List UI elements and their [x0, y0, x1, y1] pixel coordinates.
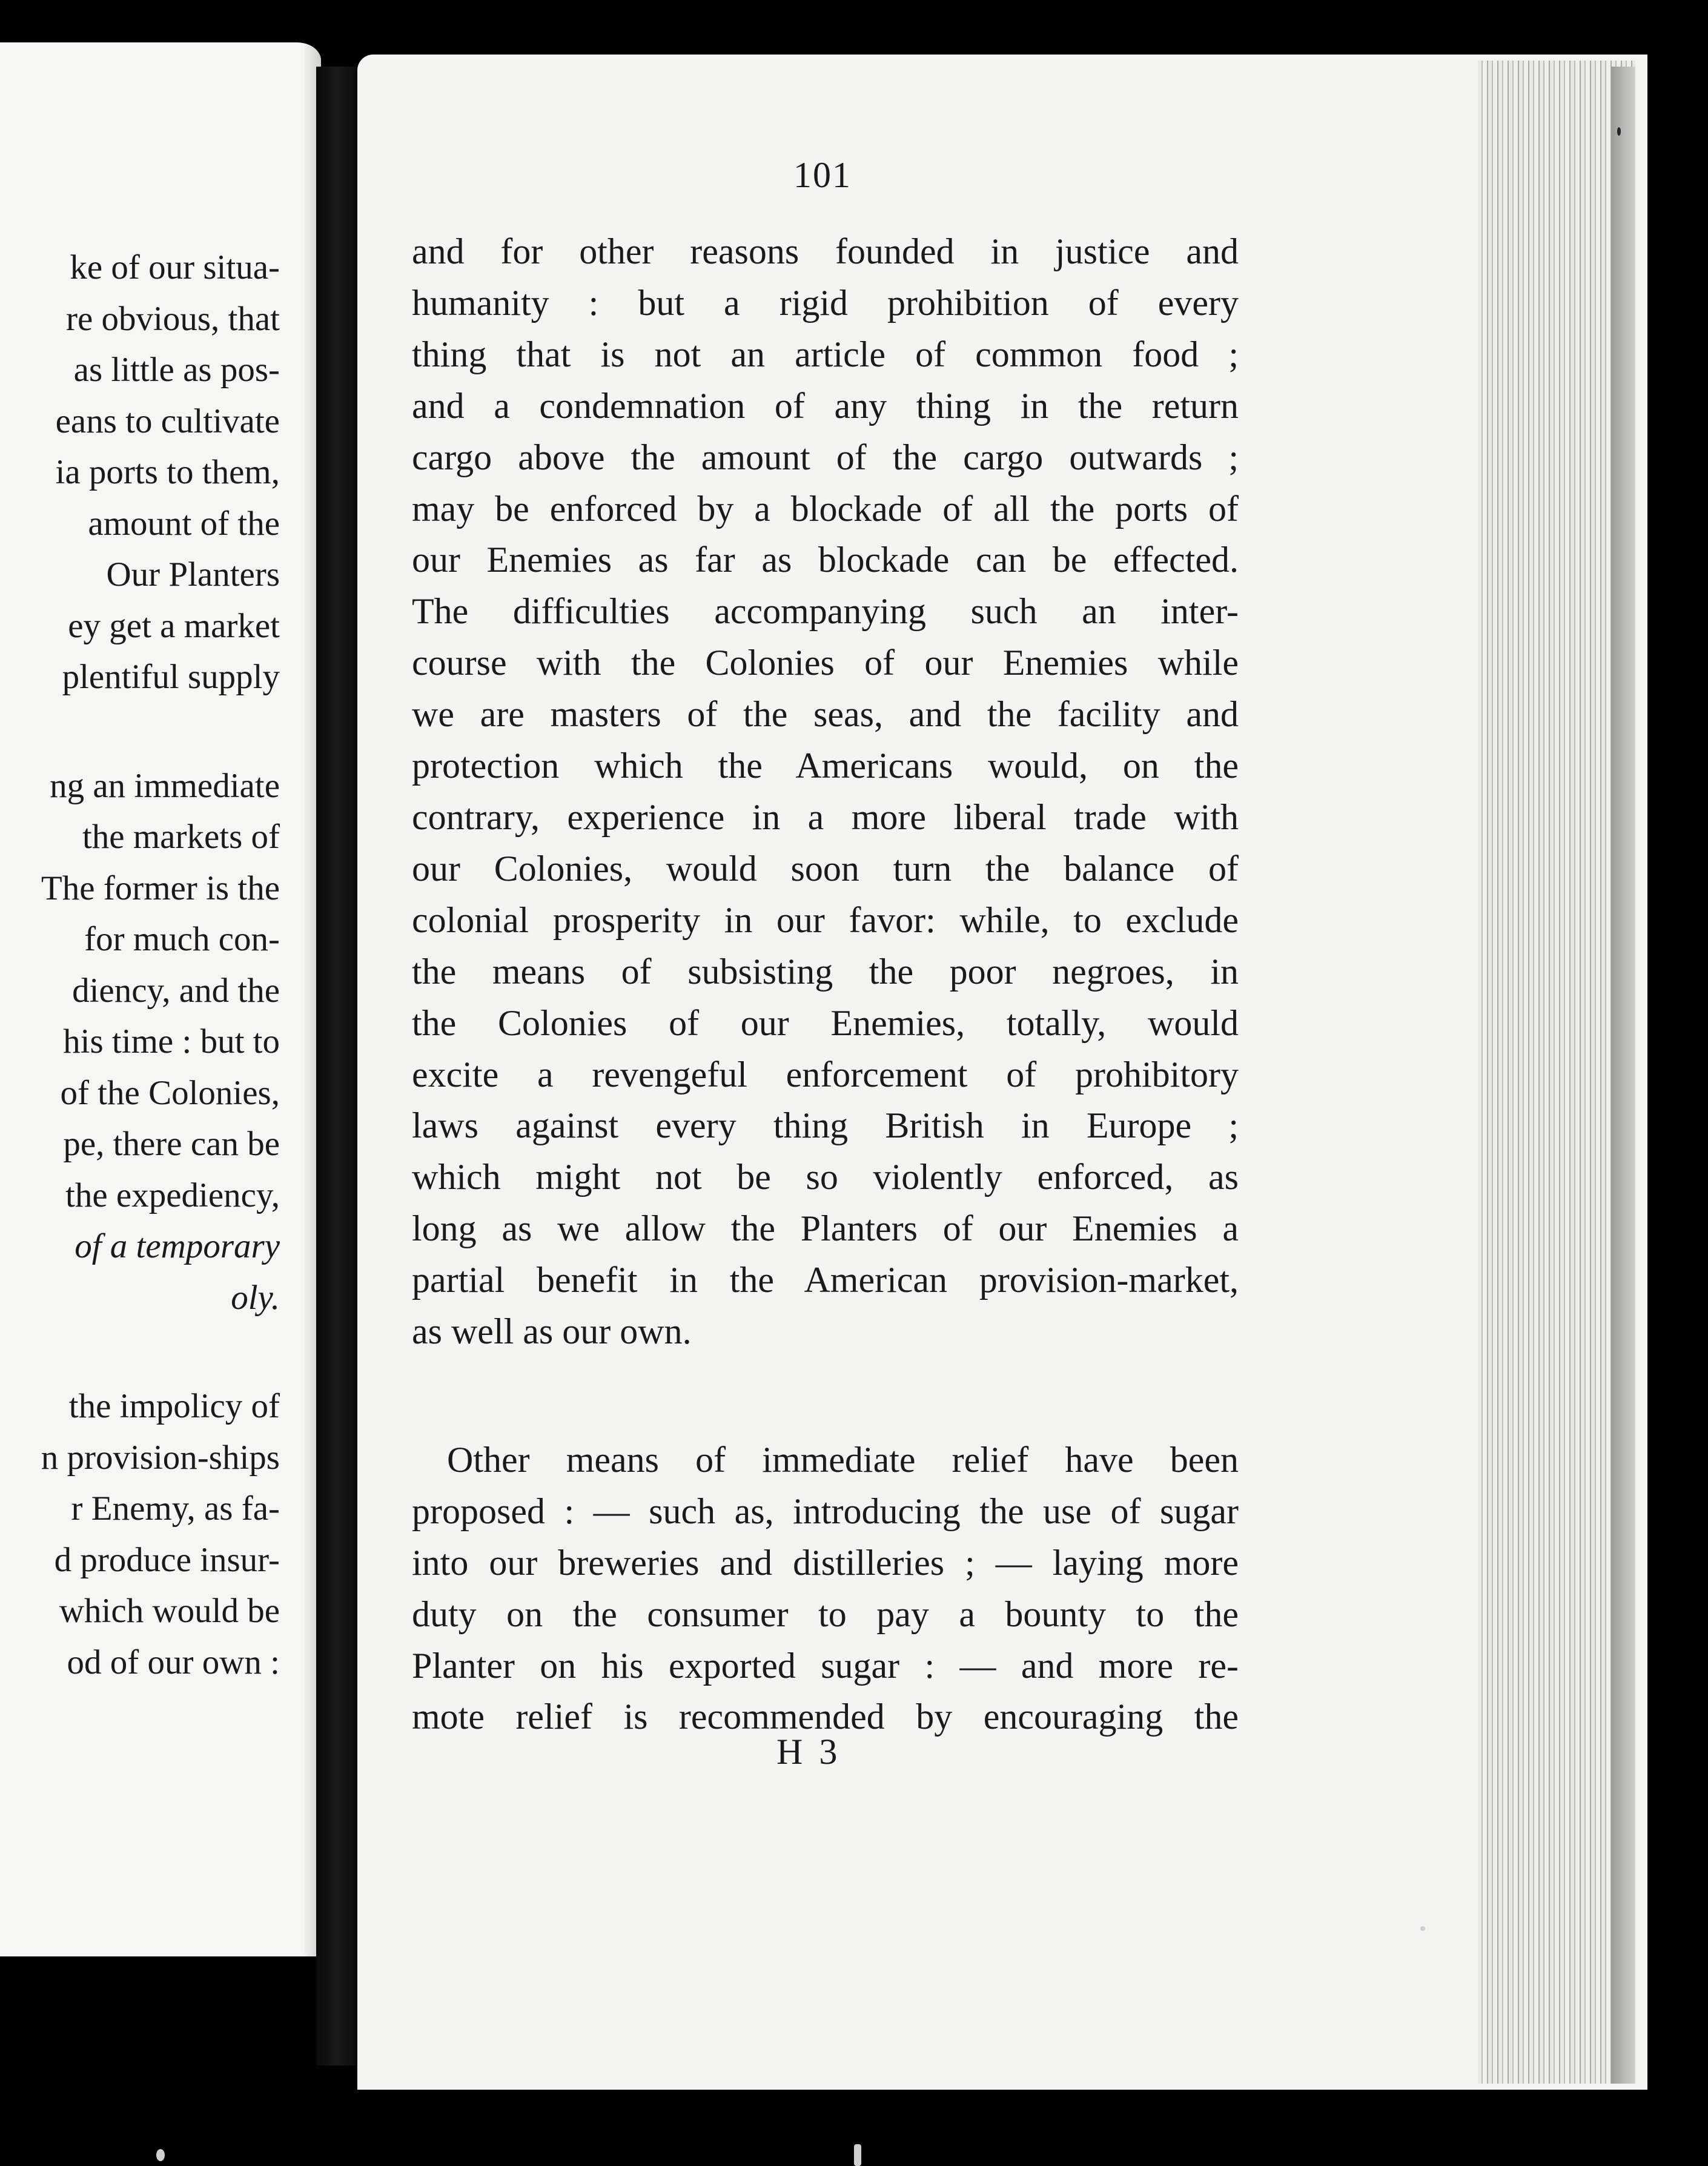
scan-speck — [1617, 127, 1621, 136]
left-line: diency, and the — [72, 971, 280, 1010]
text-line: into our breweries and distilleries ; — laying more — [412, 1542, 1239, 1583]
left-line — [0, 1273, 280, 1324]
left-line: pe, there can be — [63, 1125, 280, 1163]
left-line: Our Planters — [106, 555, 280, 594]
book-spine-shadow — [316, 67, 359, 2065]
scan-speck — [156, 2149, 165, 2161]
text-line: course with the Colonies of our Enemies while — [412, 643, 1239, 683]
text-line: which might not be so violently enforced, as — [412, 1157, 1239, 1197]
signature-mark: H 3 — [776, 1732, 841, 1772]
text-line: the Colonies of our Enemies, totally, would — [412, 1002, 1239, 1043]
text-line: mote relief is recommended by encouraging the — [412, 1697, 1239, 1737]
main-text — [412, 226, 1239, 1743]
text-line: Planter on his exported sugar : — and more re- — [412, 1645, 1239, 1686]
left-line: as little as pos- — [73, 351, 280, 389]
left-line: eans to cultivate — [55, 402, 280, 440]
left-line: the expediency, — [65, 1176, 280, 1214]
page-edges-shadow — [1611, 67, 1635, 2084]
text-line: and a condemnation of any thing in the return — [412, 385, 1239, 426]
text-line: duty on the consumer to pay a bounty to the — [412, 1594, 1239, 1634]
text-line: cargo above the amount of the cargo outwards ; — [412, 437, 1239, 477]
left-line: od of our own : — [67, 1643, 280, 1681]
left-line: ke of our situa- — [70, 248, 280, 286]
text-line: our Colonies, would soon turn the balance of — [412, 848, 1239, 889]
left-line: ey get a market — [68, 606, 280, 645]
text-line: we are masters of the seas, and the facility and — [412, 694, 1239, 735]
left-page — [0, 42, 321, 1956]
left-line: the markets of — [82, 818, 280, 856]
text-line: our Enemies as far as blockade can be effected. — [412, 540, 1239, 580]
text-line: and for other reasons founded in justice and — [412, 231, 1239, 271]
left-line: which would be — [59, 1592, 280, 1630]
text-line: may be enforced by a blockade of all the ports of — [412, 488, 1239, 529]
left-line-text: of a temporary — [74, 1227, 280, 1265]
scan-speck — [1420, 1926, 1425, 1931]
text-line: laws against every thing British in Europe ; — [412, 1105, 1239, 1146]
left-line: the impolicy of — [68, 1387, 280, 1425]
left-line: d produce insur- — [54, 1540, 280, 1579]
left-line: r Enemy, as fa- — [71, 1489, 280, 1528]
scan-speck — [854, 2144, 861, 2166]
left-line: n provision-ships — [41, 1438, 280, 1477]
text-line: the means of subsisting the poor negroes, in — [412, 951, 1239, 992]
text-line: contrary, experience in a more liberal trade with — [412, 797, 1239, 837]
text-line: humanity : but a rigid prohibition of every — [412, 282, 1239, 323]
text-line: partial benefit in the American provision-market, — [412, 1260, 1239, 1300]
left-line: plentiful supply — [62, 658, 280, 696]
text-line: long as we allow the Planters of our Enemies a — [412, 1208, 1239, 1249]
left-line: of the Colonies, — [60, 1073, 280, 1112]
text-line: colonial prosperity in our favor: while, to exclude — [412, 899, 1239, 940]
left-line: amount of the — [88, 504, 280, 543]
left-line: re obvious, that — [65, 299, 280, 338]
left-line: his time : but to — [63, 1022, 280, 1061]
left-line-text: oly. — [231, 1278, 280, 1317]
left-line: ia ports to them, — [55, 453, 280, 491]
text-line: protection which the Americans would, on the — [412, 746, 1239, 786]
text-line: excite a revengeful enforcement of prohibitory — [412, 1054, 1239, 1095]
text-line: as well as our own. — [412, 1311, 692, 1352]
text-line: proposed : — such as, introducing the use of sugar — [412, 1491, 1239, 1531]
text-line: Other means of immediate relief have been — [447, 1439, 1239, 1480]
text-line: thing that is not an article of common food ; — [412, 334, 1239, 374]
text-line: The difficulties accompanying such an inter- — [412, 591, 1239, 632]
left-line: The former is the — [41, 869, 280, 907]
left-line: for much con- — [84, 920, 280, 958]
page-number: 101 — [793, 155, 852, 195]
left-line: ng an immediate — [50, 766, 280, 805]
left-line-italic — [0, 1221, 280, 1273]
left-page-text — [0, 242, 280, 1688]
